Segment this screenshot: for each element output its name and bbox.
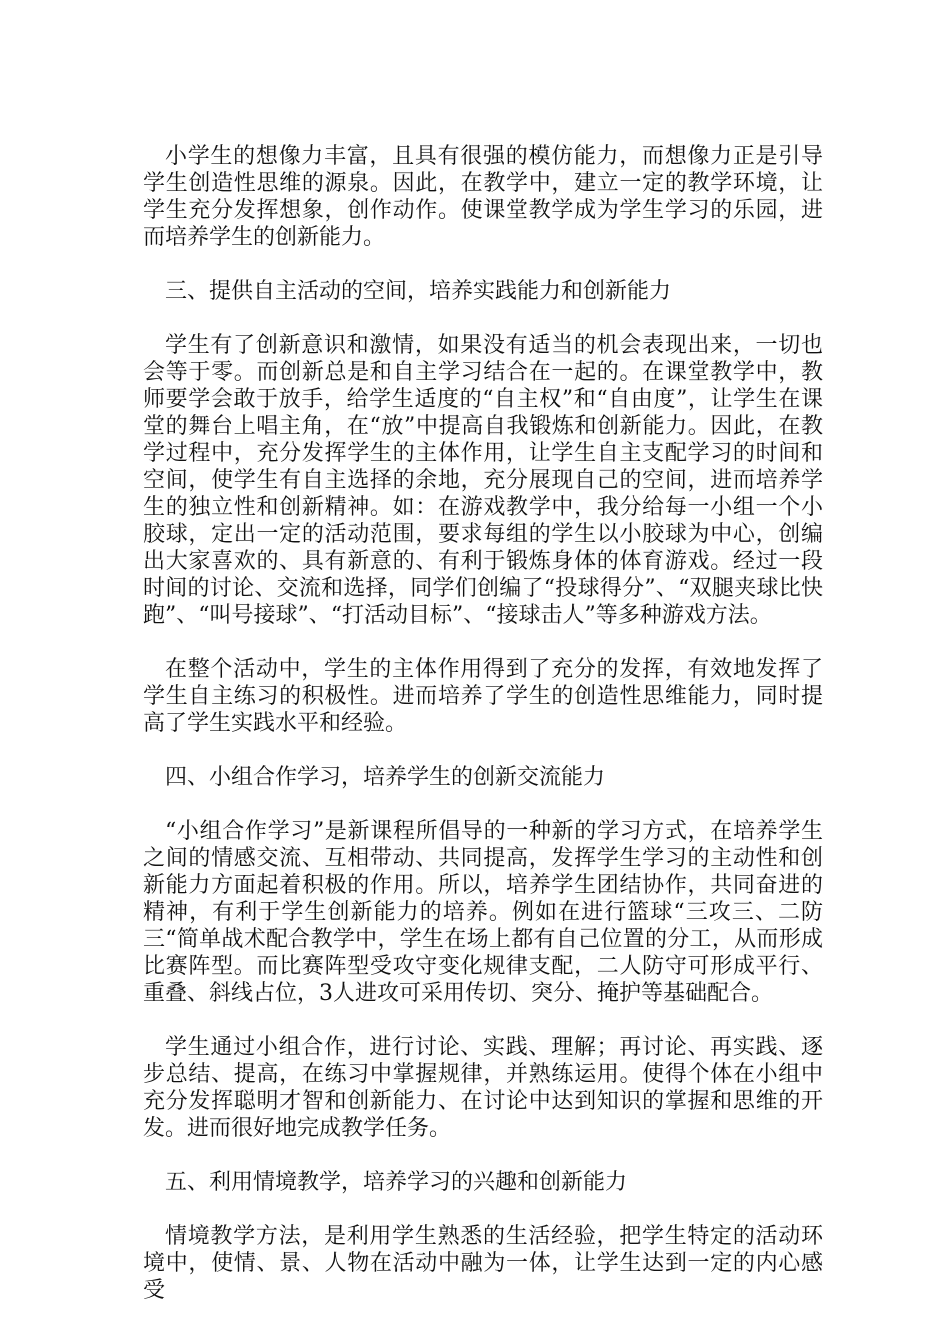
paragraph: 学生有了创新意识和激情，如果没有适当的机会表现出来，一切也会等于零。而创新总是和自主学习结合在一起的。在课堂教学中，教师要学会敢于放手，给学生适度的“自主权”和“自由度”，让学生在课堂的舞台上唱主角，在“放”中提高自我锻炼和创新能力。因此，在教学过程中，充分发挥学生的主体作用，让学生自主支配学习的时间和空间，使学生有自主选择的余地，充分展现自己的空间，进而培养学生的独立性和创新精神。如：在游戏教学中，我分给每一小组一个小胶球，定出一定的活动范围，要求每组的学生以小胶球为中心，创编出大家喜欢的、具有新意的、有利于锻炼身体的体育游戏。经过一段时间的讨论、交流和选择，同学们创编了“投球得分”、“双腿夹球比快跑”、“叫号接球”、“打活动目标”、“接球击人”等多种游戏方法。 [143,333,823,628]
paragraph: 情境教学方法，是利用学生熟悉的生活经验，把学生特定的活动环境中，使情、景、人物在活动中融为一体，让学生达到一定的内心感受 [143,1224,823,1303]
paragraph: 学生通过小组合作，进行讨论、实践、理解；再讨论、再实践、逐步总结、提高，在练习中掌握规律，并熟练运用。使得个体在小组中充分发挥聪明才智和创新能力、在讨论中达到知识的掌握和思维的开发。进而很好地完成教学任务。 [143,1035,823,1141]
section-heading: 五、利用情境教学，培养学习的兴趣和创新能力 [165,1170,628,1195]
paragraph: “小组合作学习”是新课程所倡导的一种新的学习方式，在培养学生之间的情感交流、互相带动、共同提高，发挥学生学习的主动性和创新能力方面起着积极的作用。所以，培养学生团结协作，共同奋进的精神，有利于学生创新能力的培养。例如在进行篮球“三攻三、二防三“简单战术配合教学中，学生在场上都有自己位置的分工，从而形成比赛阵型。而比赛阵型受攻守变化规律支配，二人防守可形成平行、重叠、斜线占位，3人进攻可采用传切、突分、掩护等基础配合。 [143,819,823,1006]
section-heading: 三、提供自主活动的空间，培养实践能力和创新能力 [165,279,672,304]
section-heading: 四、小组合作学习，培养学生的创新交流能力 [165,765,606,790]
paragraph: 小学生的想像力丰富，且具有很强的模仿能力，而想像力正是引导学生创造性思维的源泉。因此，在教学中，建立一定的教学环境，让学生充分发挥想象，创作动作。使课堂教学成为学生学习的乐园，进而培养学生的创新能力。 [143,144,823,250]
document-body [143,143,823,1331]
paragraph: 在整个活动中，学生的主体作用得到了充分的发挥，有效地发挥了学生自主练习的积极性。进而培养了学生的创造性思维能力，同时提高了学生实践水平和经验。 [143,657,823,736]
